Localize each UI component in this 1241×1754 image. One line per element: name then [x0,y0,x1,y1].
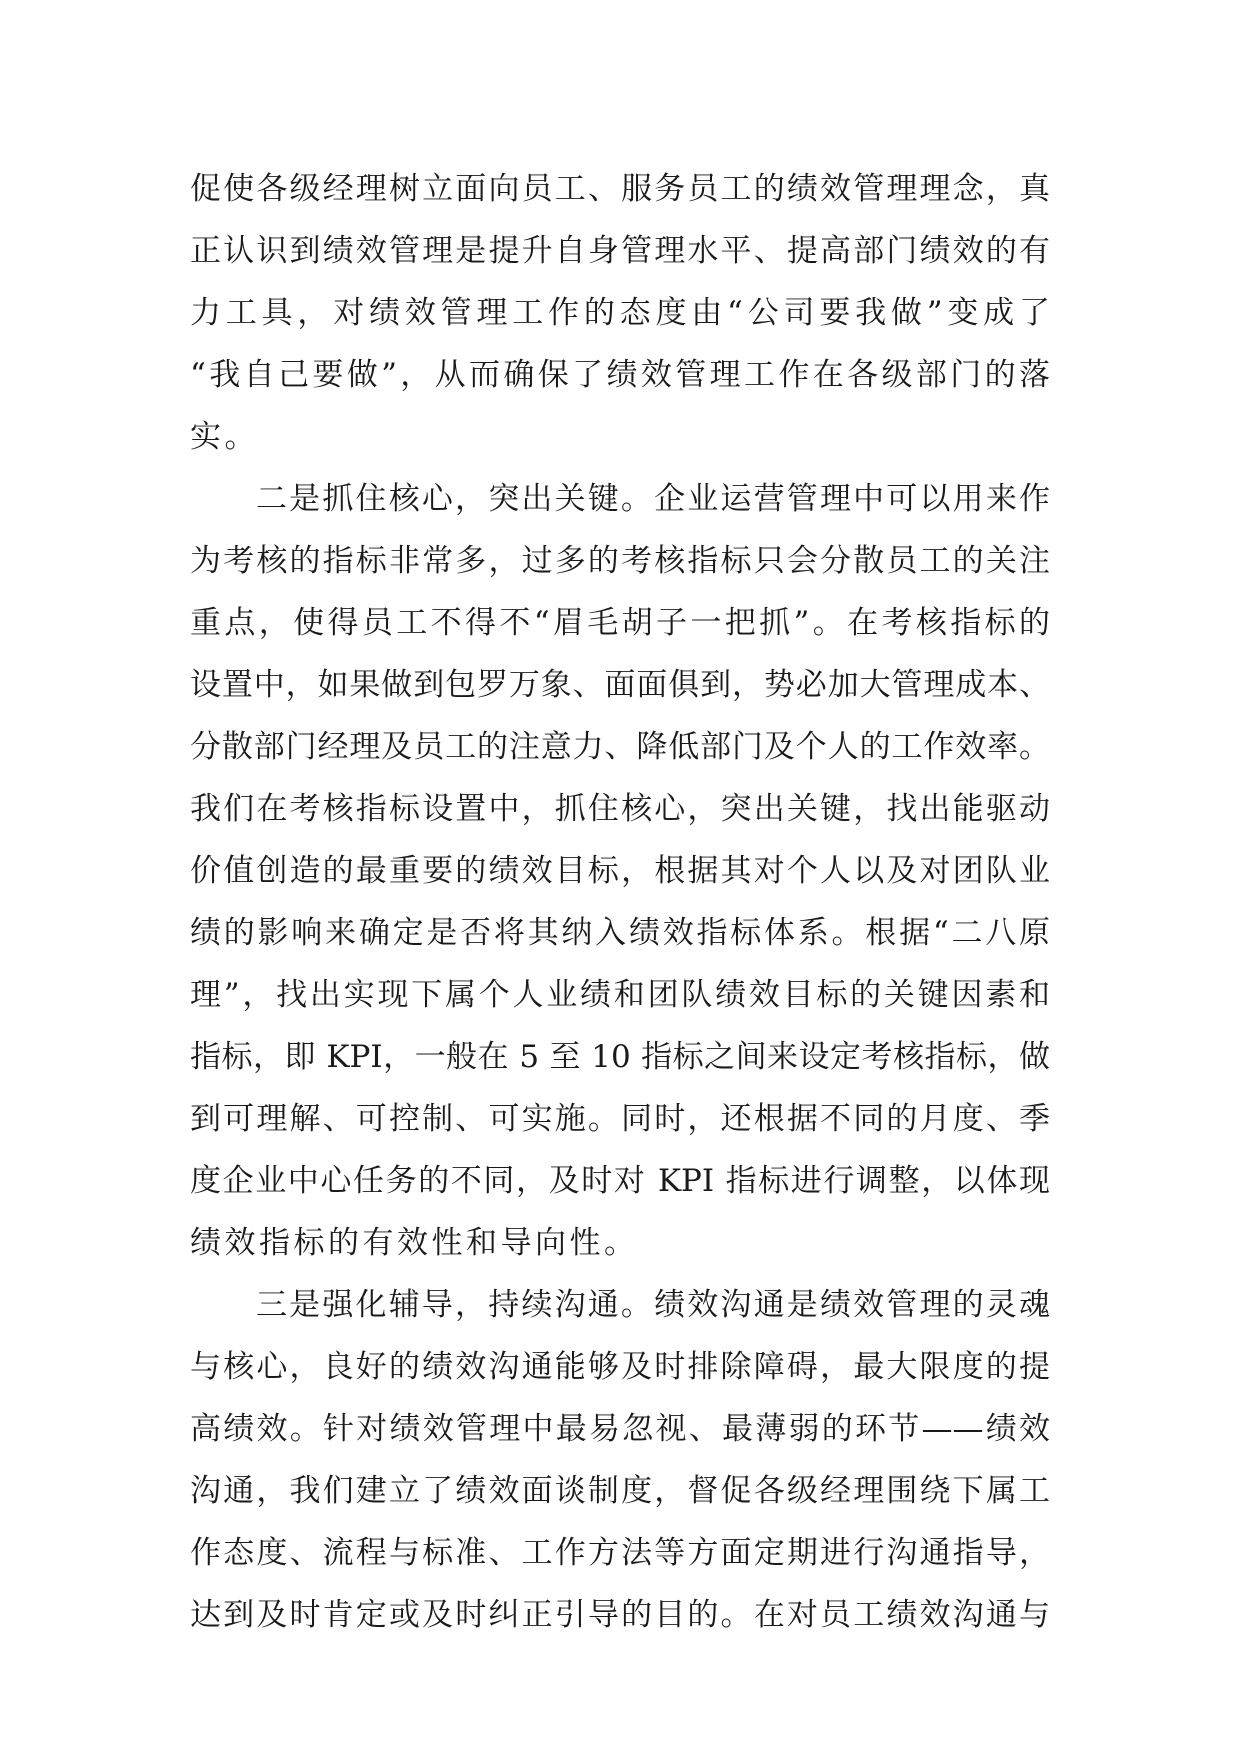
paragraph [190,1274,1050,1646]
text-line: 指标，即 KPI，一般在 5 至 10 指标之间来设定考核指标，做 [190,1039,1050,1075]
text-line: 促使各级经理树立面向员工、服务员工的绩效管理理念，真 [190,171,1050,207]
text-line: 到可理解、可控制、可实施。同时，还根据不同的月度、季 [190,1101,1050,1137]
text-line: 高绩效。针对绩效管理中最易忽视、最薄弱的环节——绩效 [190,1411,1050,1447]
paragraph [190,158,1050,468]
text-line: 力工具，对绩效管理工作的态度由“公司要我做”变成了 [190,295,1050,331]
text-line: 绩的影响来确定是否将其纳入绩效指标体系。根据“二八原 [190,915,1050,951]
text-line: 三是强化辅导，持续沟通。绩效沟通是绩效管理的灵魂 [256,1287,1050,1323]
text-line: 设置中，如果做到包罗万象、面面俱到，势必加大管理成本、 [190,667,1050,703]
text-line: 重点，使得员工不得不“眉毛胡子一把抓”。在考核指标的 [190,605,1050,641]
text-line: 与核心，良好的绩效沟通能够及时排除障碍，最大限度的提 [190,1349,1050,1385]
text-line: 正认识到绩效管理是提升自身管理水平、提高部门绩效的有 [190,233,1050,269]
text-line: 分散部门经理及员工的注意力、降低部门及个人的工作效率。 [190,729,1050,765]
text-line: “我自己要做”，从而确保了绩效管理工作在各级部门的落 [190,357,1050,393]
text-line: 实。 [190,419,259,455]
text-line: 价值创造的最重要的绩效目标，根据其对个人以及对团队业 [190,853,1050,889]
body-text [190,158,1050,1646]
text-line: 达到及时肯定或及时纠正引导的目的。在对员工绩效沟通与 [190,1597,1050,1633]
text-line: 度企业中心任务的不同，及时对 KPI 指标进行调整，以体现 [190,1163,1050,1199]
text-line: 我们在考核指标设置中，抓住核心，突出关键，找出能驱动 [190,791,1050,827]
paragraph [190,468,1050,1274]
text-line: 理”，找出实现下属个人业绩和团队绩效目标的关键因素和 [190,977,1050,1013]
text-line: 沟通，我们建立了绩效面谈制度，督促各级经理围绕下属工 [190,1473,1050,1509]
text-line: 二是抓住核心，突出关键。企业运营管理中可以用来作 [256,481,1050,517]
text-line: 为考核的指标非常多，过多的考核指标只会分散员工的关注 [190,543,1050,579]
text-line: 作态度、流程与标准、工作方法等方面定期进行沟通指导， [190,1535,1050,1571]
text-line: 绩效指标的有效性和导向性。 [190,1225,639,1261]
